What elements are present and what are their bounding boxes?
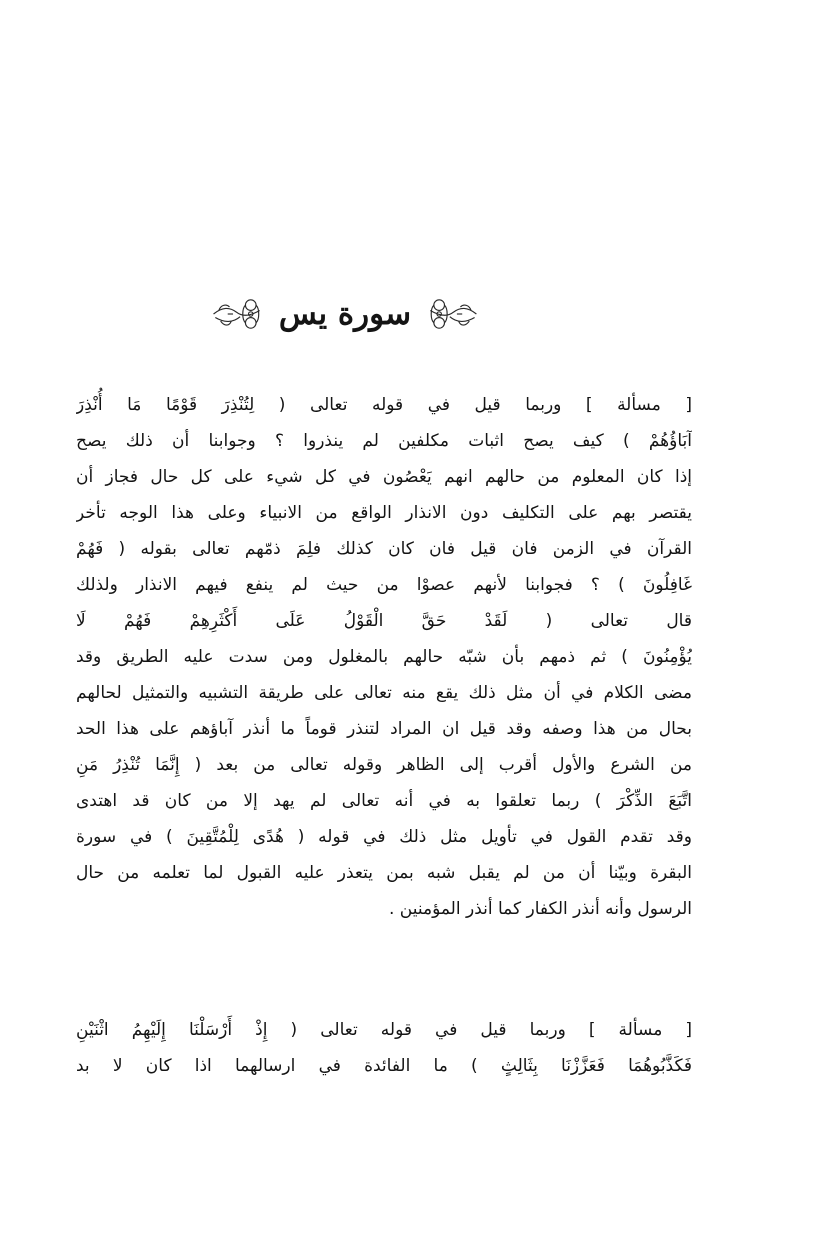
left-flourish-icon bbox=[210, 290, 265, 338]
text-line: [ مسألة ] وربما قيل في قوله تعالى ( إِذْ أَرْسَلْنَا إِلَيْهِمُ اثْنَيْنِ bbox=[76, 1020, 692, 1040]
text-line: يُؤْمِنُونَ ) ثم ذمهم بأن شبّه حالهم بالمغلول ومن سدت عليه الطريق وقد bbox=[76, 647, 692, 667]
surah-header bbox=[210, 286, 480, 342]
text-line: بحال من هذا وصفه وقد قيل ان المراد لتنذر قوماً ما أنذر آباؤهم على هذا الحد bbox=[76, 719, 692, 739]
text-line: إذا كان المعلوم من حالهم انهم يَعْصُون في كل شيء على كل حال فجاز أن bbox=[76, 467, 692, 487]
text-line: القرآن في الزمن فان قيل فان كان كذلك فلِمَ ذمّهم تعالى بقوله ( فَهُمْ bbox=[76, 539, 692, 559]
text-line: مضى الكلام في أن مثل ذلك يقع منه تعالى على طريقة التشبيه والتمثيل لحالهم bbox=[76, 683, 692, 703]
text-line: غَافِلُونَ ) ؟ فجوابنا لأنهم عصوْا من حيث لم ينفع فيهم الانذار ولذلك bbox=[76, 575, 692, 595]
paragraph-2 bbox=[76, 1012, 692, 1084]
text-line: وقد تقدم القول في تأويل مثل ذلك في قوله ( هُدًى لِلْمُتَّقِينَ ) في سورة bbox=[76, 827, 692, 847]
text-line: فَكَذَّبُوهُمَا فَعَزَّزْنَا بِثَالِثٍ ) ما الفائدة في ارسالهما اذا كان لا بد bbox=[76, 1056, 692, 1076]
text-line: الرسول وأنه أنذر الكفار كما أنذر المؤمنين . bbox=[388, 899, 692, 919]
text-line: قال تعالى ( لَقَدْ حَقَّ الْقَوْلُ عَلَى أَكْثَرِهِمْ فَهُمْ لَا bbox=[76, 611, 692, 631]
text-line: [ مسألة ] وربما قيل في قوله تعالى ( لِتُنْذِرَ قَوْمًا مَا أُنْذِرَ bbox=[76, 395, 692, 415]
text-line: من الشرع والأول أقرب إلى الظاهر وقوله تعالى من بعد ( إِنَّمَا تُنْذِرُ مَنِ bbox=[76, 755, 692, 775]
text-line: يقتصر بهم على التكليف دون الانذار الواقع من الانبياء وعلى هذا الوجه تأخر bbox=[76, 503, 692, 523]
right-flourish-icon bbox=[425, 290, 480, 338]
text-line: البقرة وبيّنا أن من لم يقبل شبه بمن يتعذر عليه القبول لما تعلمه من حال bbox=[76, 863, 692, 883]
paragraph-1 bbox=[76, 387, 692, 927]
text-line: آبَاؤُهُمْ ) كيف يصح اثبات مكلفين لم ينذروا ؟ وجوابنا أن ذلك يصح bbox=[76, 431, 692, 451]
text-line: اتَّبَعَ الذِّكْرَ ) ربما تعلقوا به في أنه تعالى لم يهد إلا من كان قد اهتدى bbox=[76, 791, 692, 811]
surah-title: سورة يس bbox=[278, 295, 412, 332]
